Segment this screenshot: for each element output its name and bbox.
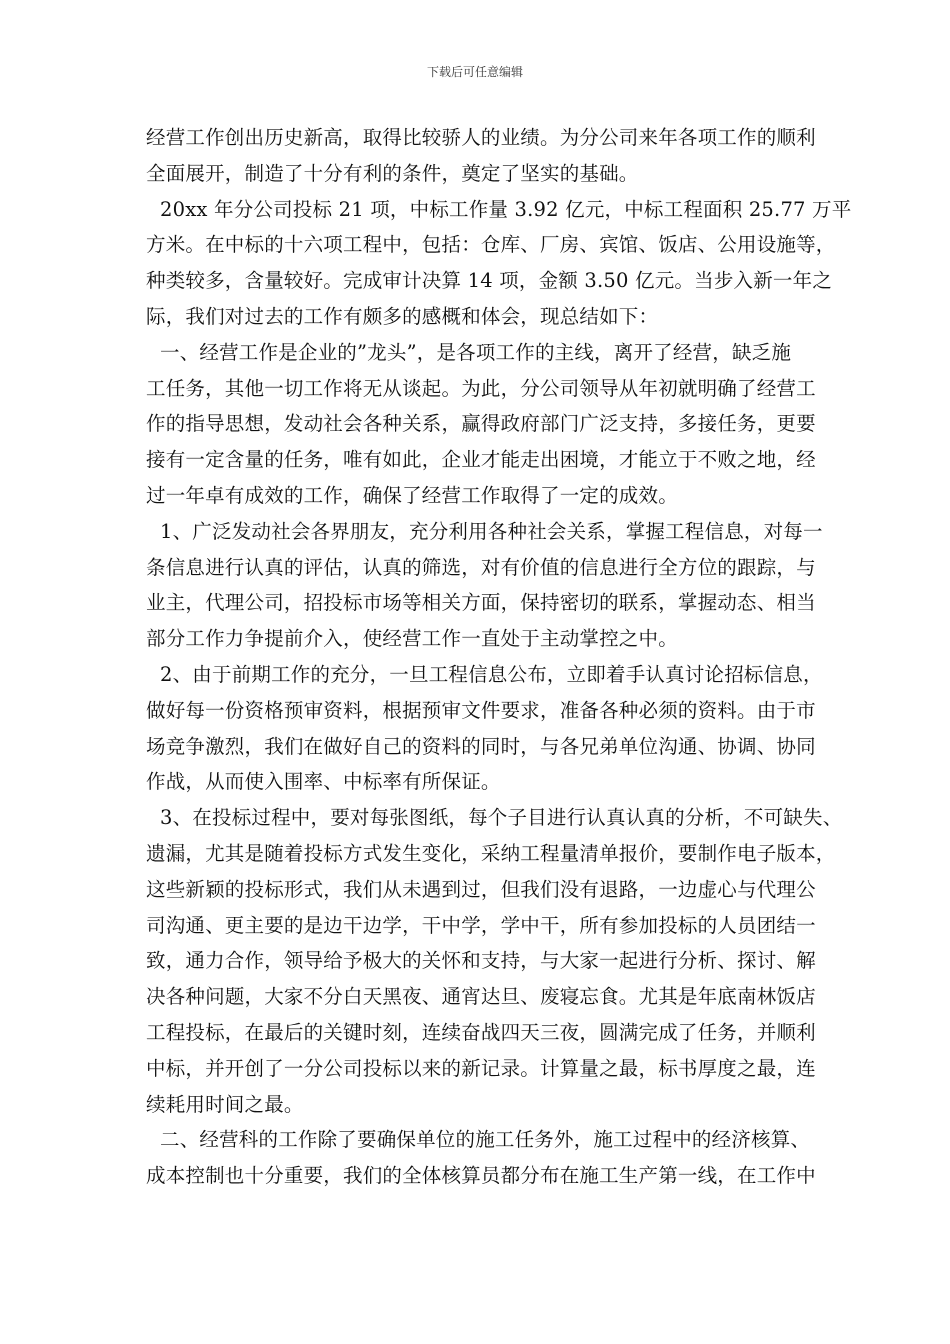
text-line: 工程投标，在最后的关键时刻，连续奋战四天三夜，圆满完成了任务，并顺利 [146,1020,816,1044]
document-body [146,120,852,1194]
text-line: 作战，从而使入围率、中标率有所保证。 [146,770,501,794]
text-line: 3、在投标过程中，要对每张图纸，每个子目进行认真认真的分析，不可缺失、 [160,806,843,830]
text-line: 遗漏，尤其是随着投标方式发生变化，采纳工程量清单报价，要制作电子版本， [146,841,836,865]
text-line: 二、经营科的工作除了要确保单位的施工任务外，施工过程中的经济核算、 [160,1128,811,1152]
text-line: 一、经营工作是企业的”龙头”，是各项工作的主线，离开了经营，缺乏施 [160,340,792,364]
text-line: 致，通力合作，领导给予极大的关怀和支持，与大家一起进行分析、探讨、解 [146,949,816,973]
text-line: 成本控制也十分重要，我们的全体核算员都分布在施工生产第一线，在工作中 [146,1164,816,1188]
page-header-note: 下载后可任意编辑 [426,65,523,79]
text-line: 际，我们对过去的工作有颇多的感概和体会，现总结如下： [146,304,659,328]
text-line: 方米。在中标的十六项工程中，包括：仓库、厂房、宾馆、饭店、公用设施等， [146,233,836,257]
text-line: 过一年卓有成效的工作，确保了经营工作取得了一定的成效。 [146,483,678,507]
text-line: 作的指导思想，发动社会各种关系，赢得政府部门广泛支持，多接任务，更要 [146,412,816,436]
text-line: 全面展开，制造了十分有利的条件，奠定了坚实的基础。 [146,161,639,185]
text-line: 续耗用时间之最。 [146,1092,304,1116]
text-line: 条信息进行认真的评估，认真的筛选，对有价值的信息进行全方位的跟踪，与 [146,555,816,579]
text-line: 种类较多，含量较好。完成审计决算 14 项，金额 3.50 亿元。当步入新一年之 [146,269,833,293]
text-line: 接有一定含量的任务，唯有如此，企业才能走出困境，才能立于不败之地，经 [146,448,816,472]
text-line: 经营工作创出历史新高，取得比较骄人的业绩。为分公司来年各项工作的顺利 [146,126,816,149]
text-line: 部分工作力争提前介入，使经营工作一直处于主动掌控之中。 [146,627,678,651]
text-line: 中标，并开创了一分公司投标以来的新记录。计算量之最，标书厚度之最，连 [146,1056,816,1080]
text-line: 工任务，其他一切工作将无从谈起。为此，分公司领导从年初就明确了经营工 [146,376,816,400]
text-line: 2、由于前期工作的充分，一旦工程信息公布，立即着手认真讨论招标信息， [160,662,823,686]
text-line: 业主，代理公司，招投标市场等相关方面，保持密切的联系，掌握动态、相当 [146,591,816,615]
text-line: 司沟通、更主要的是边干边学，干中学，学中干，所有参加投标的人员团结一 [146,913,816,937]
text-line: 这些新颖的投标形式，我们从未遇到过，但我们没有退路，一边虚心与代理公 [146,877,816,901]
text-line: 1、广泛发动社会各界朋友，充分利用各种社会关系，掌握工程信息，对每一 [160,519,823,543]
text-line: 决各种问题，大家不分白天黑夜、通宵达旦、废寝忘食。尤其是年底南林饭店 [146,985,816,1009]
text-line: 20xx 年分公司投标 21 项，中标工作量 3.92 亿元，中标工程面积 25.77 万平 [160,197,852,221]
text-line: 场竞争激烈，我们在做好自己的资料的同时，与各兄弟单位沟通、协调、协同 [146,734,816,758]
text-line: 做好每一份资格预审资料，根据预审文件要求，准备各种必须的资料。由于市 [146,698,816,722]
